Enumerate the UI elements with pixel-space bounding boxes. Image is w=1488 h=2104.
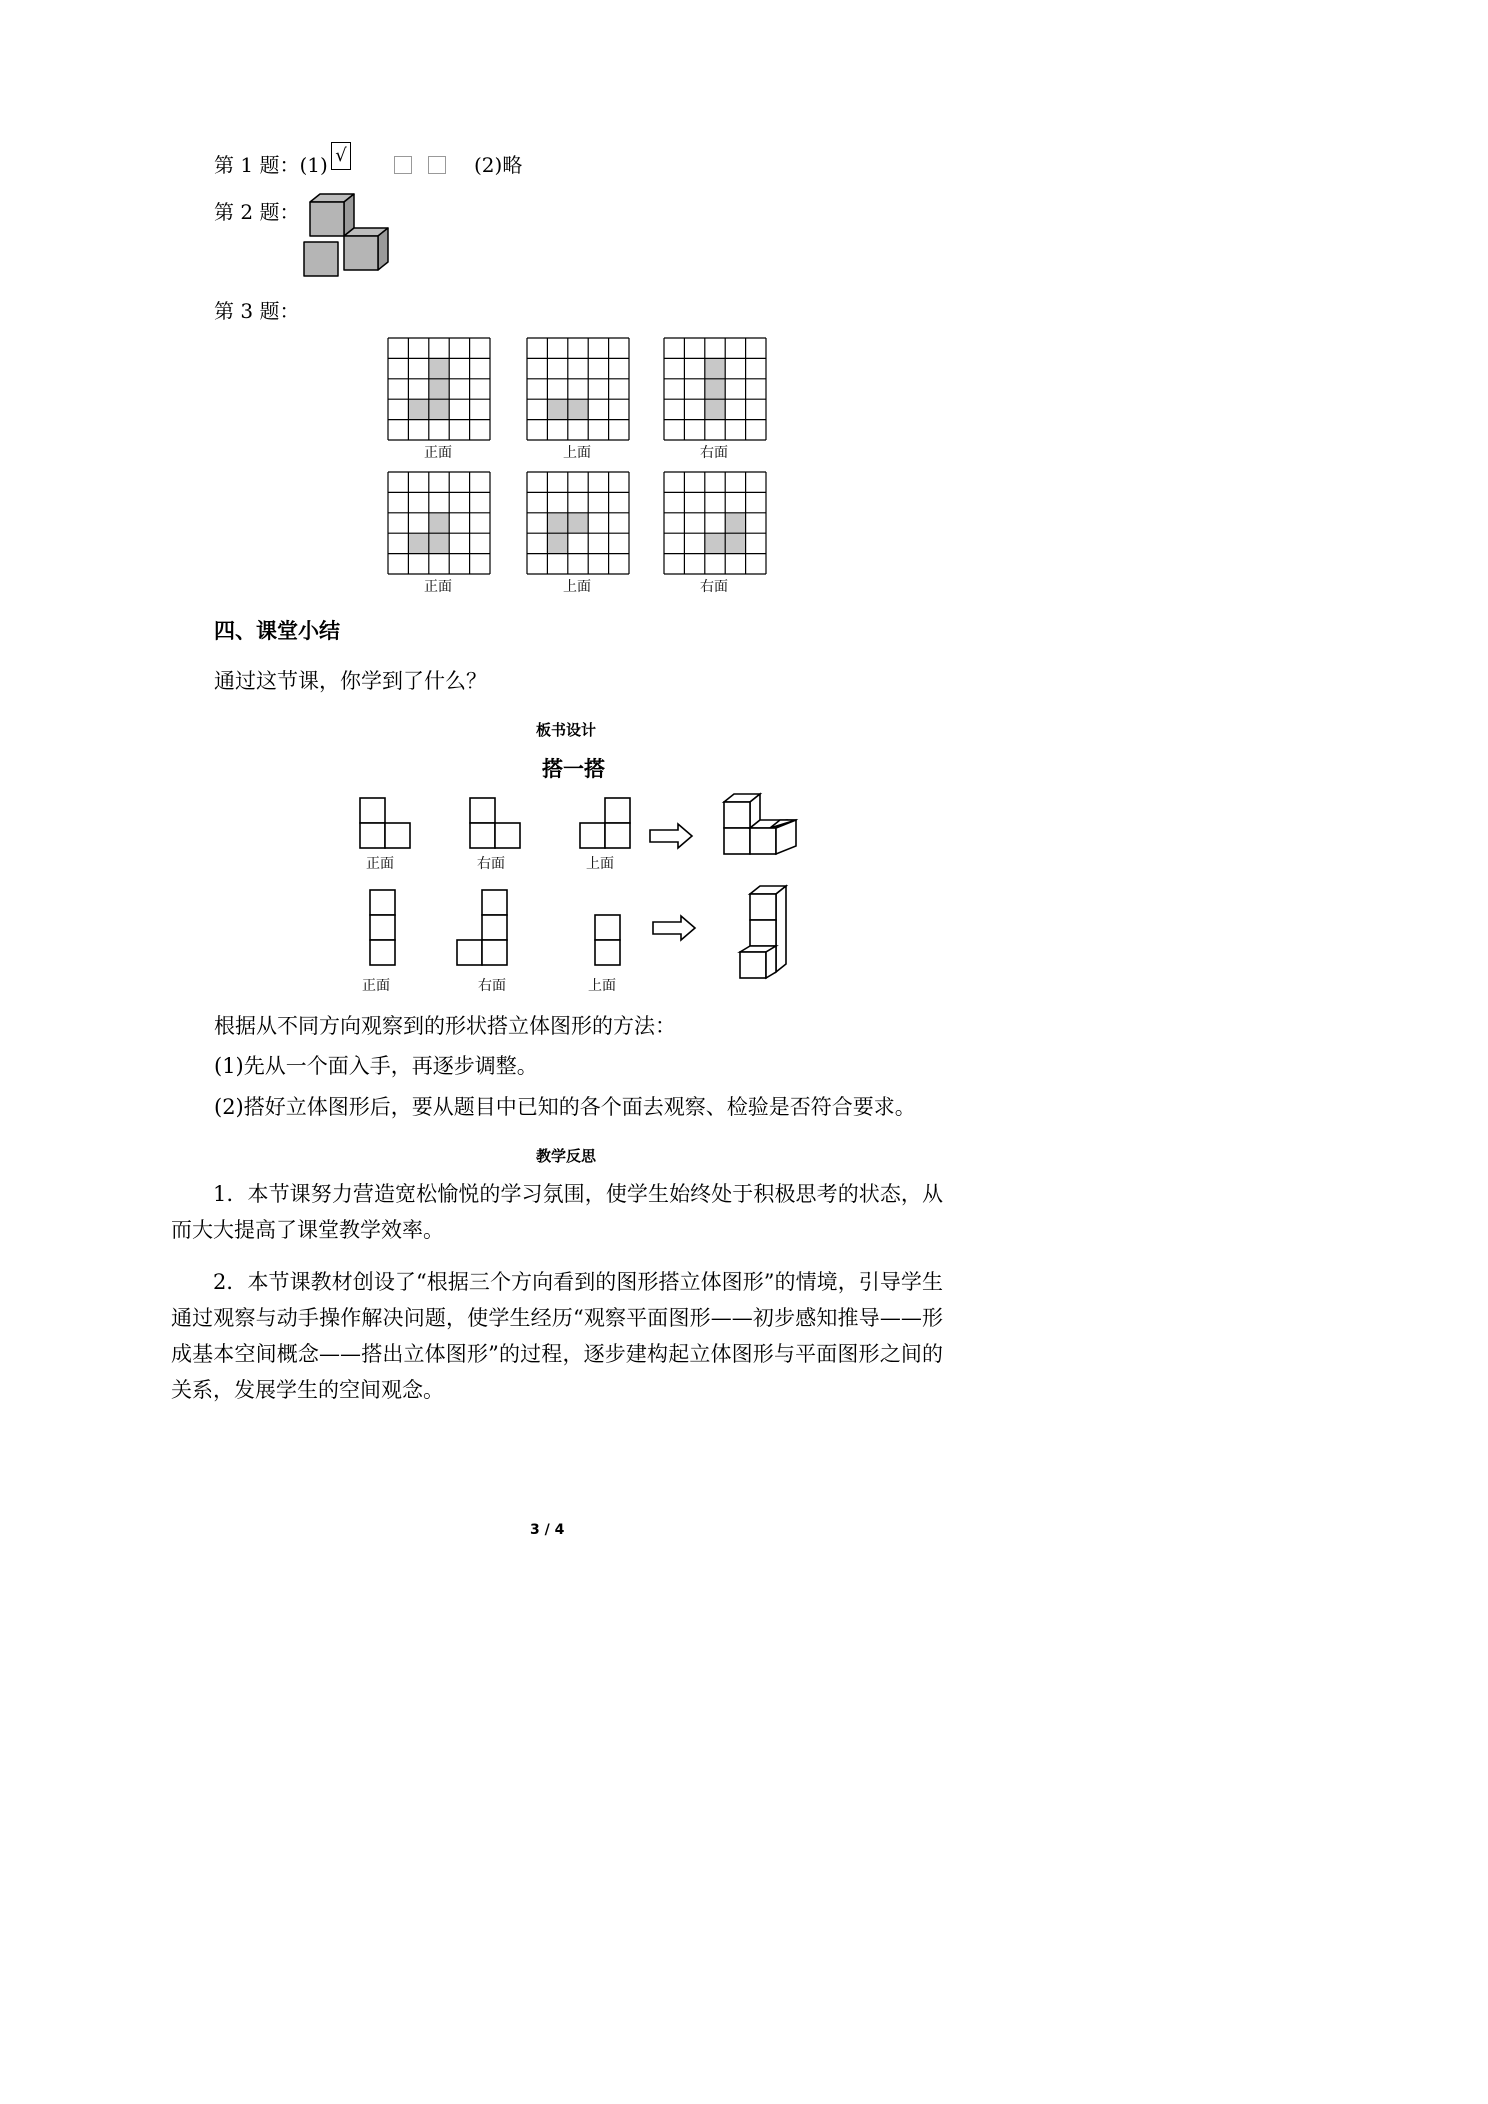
row2-right-view	[457, 890, 507, 965]
filled-cell	[429, 379, 449, 399]
row2-front-view	[370, 890, 395, 965]
filled-cell	[725, 533, 745, 553]
filled-cell	[705, 358, 725, 378]
method-intro: 根据从不同方向观察到的形状搭立体图形的方法：	[214, 1014, 676, 1038]
row1-top-view	[580, 798, 630, 848]
q1-checkbox-3[interactable]	[428, 156, 446, 174]
reflection-paragraph-1: 1．本节课努力营造宽松愉悦的学习氛围，使学生始终处于积极思考的状态，从而大大提高了课堂教学效率。	[171, 1182, 943, 1242]
q1-prefix: 第 1 题：(1)	[214, 153, 328, 177]
view-grid	[387, 471, 491, 575]
view-grid	[663, 471, 767, 575]
check-mark: √	[335, 145, 347, 166]
section-body: 通过这节课，你学到了什么？	[214, 669, 487, 693]
filled-cell	[408, 399, 428, 419]
row1-right-view	[470, 798, 520, 848]
grid-caption: 正面	[424, 579, 452, 595]
q1-part2: (2)略	[474, 153, 523, 177]
board-caption: 上面	[588, 978, 616, 994]
arrow-icon	[653, 916, 695, 940]
filled-cell	[408, 533, 428, 553]
filled-cell	[705, 533, 725, 553]
arrow-icon	[650, 824, 692, 848]
cube-side-face	[378, 228, 388, 270]
board-caption: 右面	[478, 978, 506, 994]
filled-cell	[429, 358, 449, 378]
filled-cell	[725, 513, 745, 533]
row1-3d-model	[724, 794, 796, 854]
filled-cell	[429, 399, 449, 419]
filled-cell	[568, 513, 588, 533]
grid-caption: 右面	[700, 445, 728, 461]
board-caption: 正面	[362, 978, 390, 994]
grid-caption: 上面	[563, 579, 591, 595]
row1-front-view	[360, 798, 410, 848]
view-grid	[526, 337, 630, 441]
reflection-paragraph-2: 2．本节课教材创设了“根据三个方向看到的图形搭立体图形”的情境，引导学生通过观察与动手操作解决问题，使学生经历“观察平面图形——初步感知推导——形成基本空间概念——搭出立体图形”的过程，逐步建构起立体图形与平面图形之间的关系，发展学生的空间观念。	[171, 1270, 943, 1402]
q3-label: 第 3 题：	[214, 299, 300, 323]
q2-cube-figure	[300, 192, 400, 286]
filled-cell	[568, 399, 588, 419]
filled-cell	[705, 379, 725, 399]
view-grid	[526, 471, 630, 575]
q1-checkbox-2[interactable]	[394, 156, 412, 174]
method-step-1: (1)先从一个面入手，再逐步调整。	[214, 1054, 538, 1078]
cube-front-face	[304, 242, 338, 276]
view-grid	[663, 337, 767, 441]
filled-cell	[429, 533, 449, 553]
row2-top-view	[595, 915, 620, 965]
grid-caption: 右面	[700, 579, 728, 595]
filled-cell	[429, 513, 449, 533]
reflection-title: 教学反思	[536, 1147, 597, 1165]
filled-cell	[705, 399, 725, 419]
row2-3d-model	[740, 886, 786, 978]
cube-front-face	[344, 236, 378, 270]
view-grid	[387, 337, 491, 441]
filled-cell	[547, 533, 567, 553]
filled-cell	[547, 513, 567, 533]
board-caption: 右面	[477, 856, 505, 872]
method-step-2: (2)搭好立体图形后，要从题目中已知的各个面去观察、检验是否符合要求。	[214, 1095, 916, 1119]
section-heading: 四、课堂小结	[214, 619, 340, 643]
q2-label: 第 2 题：	[214, 200, 300, 224]
grid-caption: 上面	[563, 445, 591, 461]
board-subtitle: 搭一搭	[542, 757, 605, 781]
board-caption: 正面	[366, 856, 394, 872]
board-caption: 上面	[586, 856, 614, 872]
page-number: 3 / 4	[530, 1522, 565, 1538]
board-diagram	[350, 790, 810, 1000]
cube-front-face	[310, 202, 344, 236]
q1-checkbox-checked[interactable]	[331, 142, 351, 170]
grid-caption: 正面	[424, 445, 452, 461]
board-title: 板书设计	[536, 721, 597, 739]
filled-cell	[547, 399, 567, 419]
